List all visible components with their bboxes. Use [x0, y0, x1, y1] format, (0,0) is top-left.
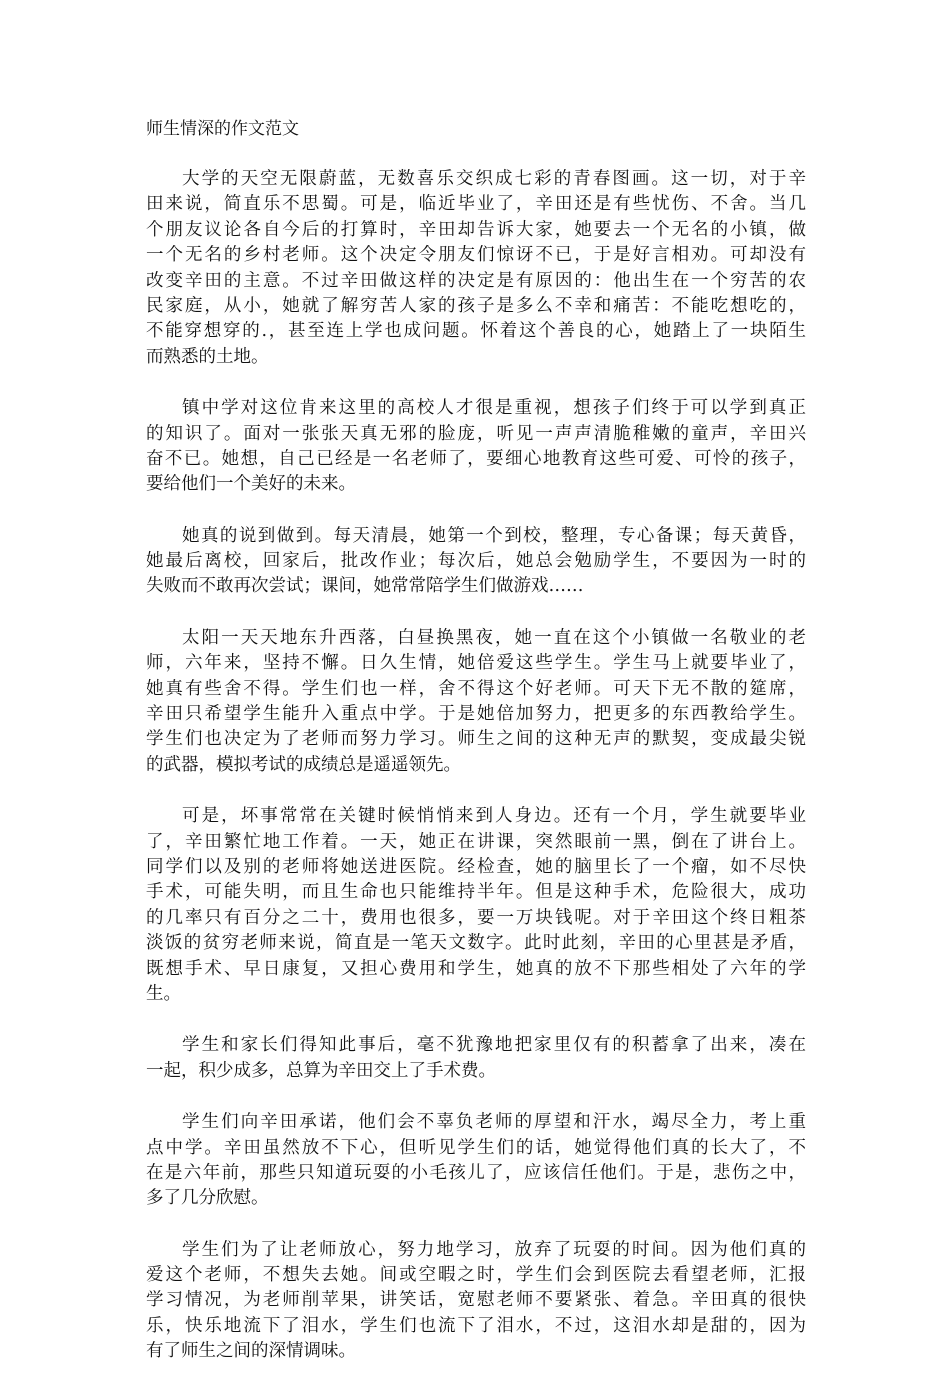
paragraph-line: 淡饭的贫穷老师来说，简直是一笔天文数字。此时此刻，辛田的心里甚是矛盾，	[146, 933, 806, 954]
paragraph-line: 而熟悉的土地。	[146, 346, 269, 367]
paragraph-line: 一个无名的乡村老师。这个决定令朋友们惊讶不已，于是好言相劝。可却没有	[146, 245, 806, 266]
paragraph-line: 生。	[146, 983, 181, 1004]
paragraph-line: 她真的说到做到。每天清晨，她第一个到校，整理，专心备课；每天黄昏，	[182, 525, 806, 546]
paragraph-line: 爱这个老师，不想失去她。间或空暇之时，学生们会到医院去看望老师，汇报	[146, 1265, 806, 1286]
paragraph-line: 学生们为了让老师放心，努力地学习，放弃了玩耍的时间。因为他们真的	[182, 1239, 806, 1260]
paragraph-line: 民家庭，从小，她就了解穷苦人家的孩子是多么不幸和痛苦：不能吃想吃的，	[146, 295, 806, 316]
paragraph-line: 点中学。辛田虽然放不下心，但听见学生们的话，她觉得他们真的长大了，不	[146, 1137, 806, 1158]
paragraph-line: 她真有些舍不得。学生们也一样，舍不得这个好老师。可天下无不散的筵席，	[146, 678, 806, 699]
paragraph	[146, 626, 806, 778]
paragraph-line: 的几率只有百分之二十，费用也很多，要一万块钱呢。对于辛田这个终日粗茶	[146, 907, 806, 928]
paragraph-line: 学生和家长们得知此事后，毫不犹豫地把家里仅有的积蓄拿了出来，凑在	[182, 1035, 806, 1056]
paragraph-line: 学生们也决定为了老师而努力学习。师生之间的这种无声的默契，变成最尖锐	[146, 729, 806, 750]
paragraph	[146, 167, 806, 370]
paragraph-line: 同学们以及别的老师将她送进医院。经检查，她的脑里长了一个瘤，如不尽快	[146, 856, 806, 877]
paragraph	[146, 1033, 806, 1084]
paragraph-line: 改变辛田的主意。不过辛田做这样的决定是有原因的：他出生在一个穷苦的农	[146, 270, 806, 291]
paragraph-line: 在是六年前，那些只知道玩耍的小毛孩儿了，应该信任他们。于是，悲伤之中，	[146, 1162, 806, 1183]
paragraph-line: 田来说，简直乐不思蜀。可是，临近毕业了，辛田还是有些忧伤、不舍。当几	[146, 194, 806, 215]
paragraph-line: 可是，坏事常常在关键时候悄悄来到人身边。还有一个月，学生就要毕业	[182, 806, 806, 827]
paragraph-line: 手术，可能失明，而且生命也只能维持半年。但是这种手术，危险很大，成功	[146, 882, 806, 903]
paragraph-line: 要给他们一个美好的未来。	[146, 474, 356, 495]
paragraph-line: 的知识了。面对一张张天真无邪的脸庞，听见一声声清脆稚嫩的童声，辛田兴	[146, 423, 806, 444]
paragraph	[146, 524, 806, 600]
paragraph-line: 多了几分欣慰。	[146, 1188, 269, 1209]
paragraph-line: 她最后离校，回家后，批改作业；每次后，她总会勉励学生，不要因为一时的	[146, 551, 806, 572]
paragraph-line: 失败而不敢再次尝试；课间，她常常陪学生们做游戏……	[146, 576, 584, 597]
paragraph-line: 奋不已。她想，自己已经是一名老师了，要细心地教育这些可爱、可怜的孩子，	[146, 448, 806, 469]
paragraph-line: 镇中学对这位肯来这里的高校人才很是重视，想孩子们终于可以学到真正	[182, 398, 806, 419]
paragraph-line: 了，辛田繁忙地工作着。一天，她正在讲课，突然眼前一黑，倒在了讲台上。	[146, 831, 806, 852]
paragraph-line: 辛田只希望学生能升入重点中学。于是她倍加努力，把更多的东西教给学生。	[146, 704, 806, 725]
document-title: 师生情深的作文范文	[146, 119, 299, 139]
paragraph-line: 乐，快乐地流下了泪水，学生们也流下了泪水，不过，这泪水却是甜的，因为	[146, 1315, 806, 1336]
document-body	[146, 167, 806, 1391]
paragraph-line: 学习情况，为老师削苹果，讲笑话，宽慰老师不要紧张、着急。辛田真的很快	[146, 1290, 806, 1311]
paragraph	[146, 1238, 806, 1365]
paragraph-line: 的武器，模拟考试的成绩总是遥遥领先。	[146, 754, 461, 775]
paragraph	[146, 804, 806, 1007]
paragraph-line: 一起，积少成多，总算为辛田交上了手术费。	[146, 1060, 496, 1081]
paragraph-line: 不能穿想穿的.，甚至连上学也成问题。怀着这个善良的心，她踏上了一块陌生	[146, 321, 806, 342]
paragraph-line: 师，六年来，坚持不懈。日久生情，她倍爱这些学生。学生马上就要毕业了，	[146, 653, 806, 674]
paragraph-line: 太阳一天天地东升西落，白昼换黑夜，她一直在这个小镇做一名敬业的老	[182, 627, 806, 648]
paragraph	[146, 396, 806, 498]
paragraph-line: 个朋友议论各自今后的打算时，辛田却告诉大家，她要去一个无名的小镇，做	[146, 219, 806, 240]
paragraph-line: 学生们向辛田承诺，他们会不辜负老师的厚望和汗水，竭尽全力，考上重	[182, 1112, 806, 1133]
paragraph	[146, 1110, 806, 1212]
paragraph-line: 既想手术、早日康复，又担心费用和学生，她真的放不下那些相处了六年的学	[146, 958, 806, 979]
paragraph-line: 有了师生之间的深情调味。	[146, 1341, 356, 1362]
paragraph-line: 大学的天空无限蔚蓝，无数喜乐交织成七彩的青春图画。这一切，对于辛	[182, 169, 806, 189]
